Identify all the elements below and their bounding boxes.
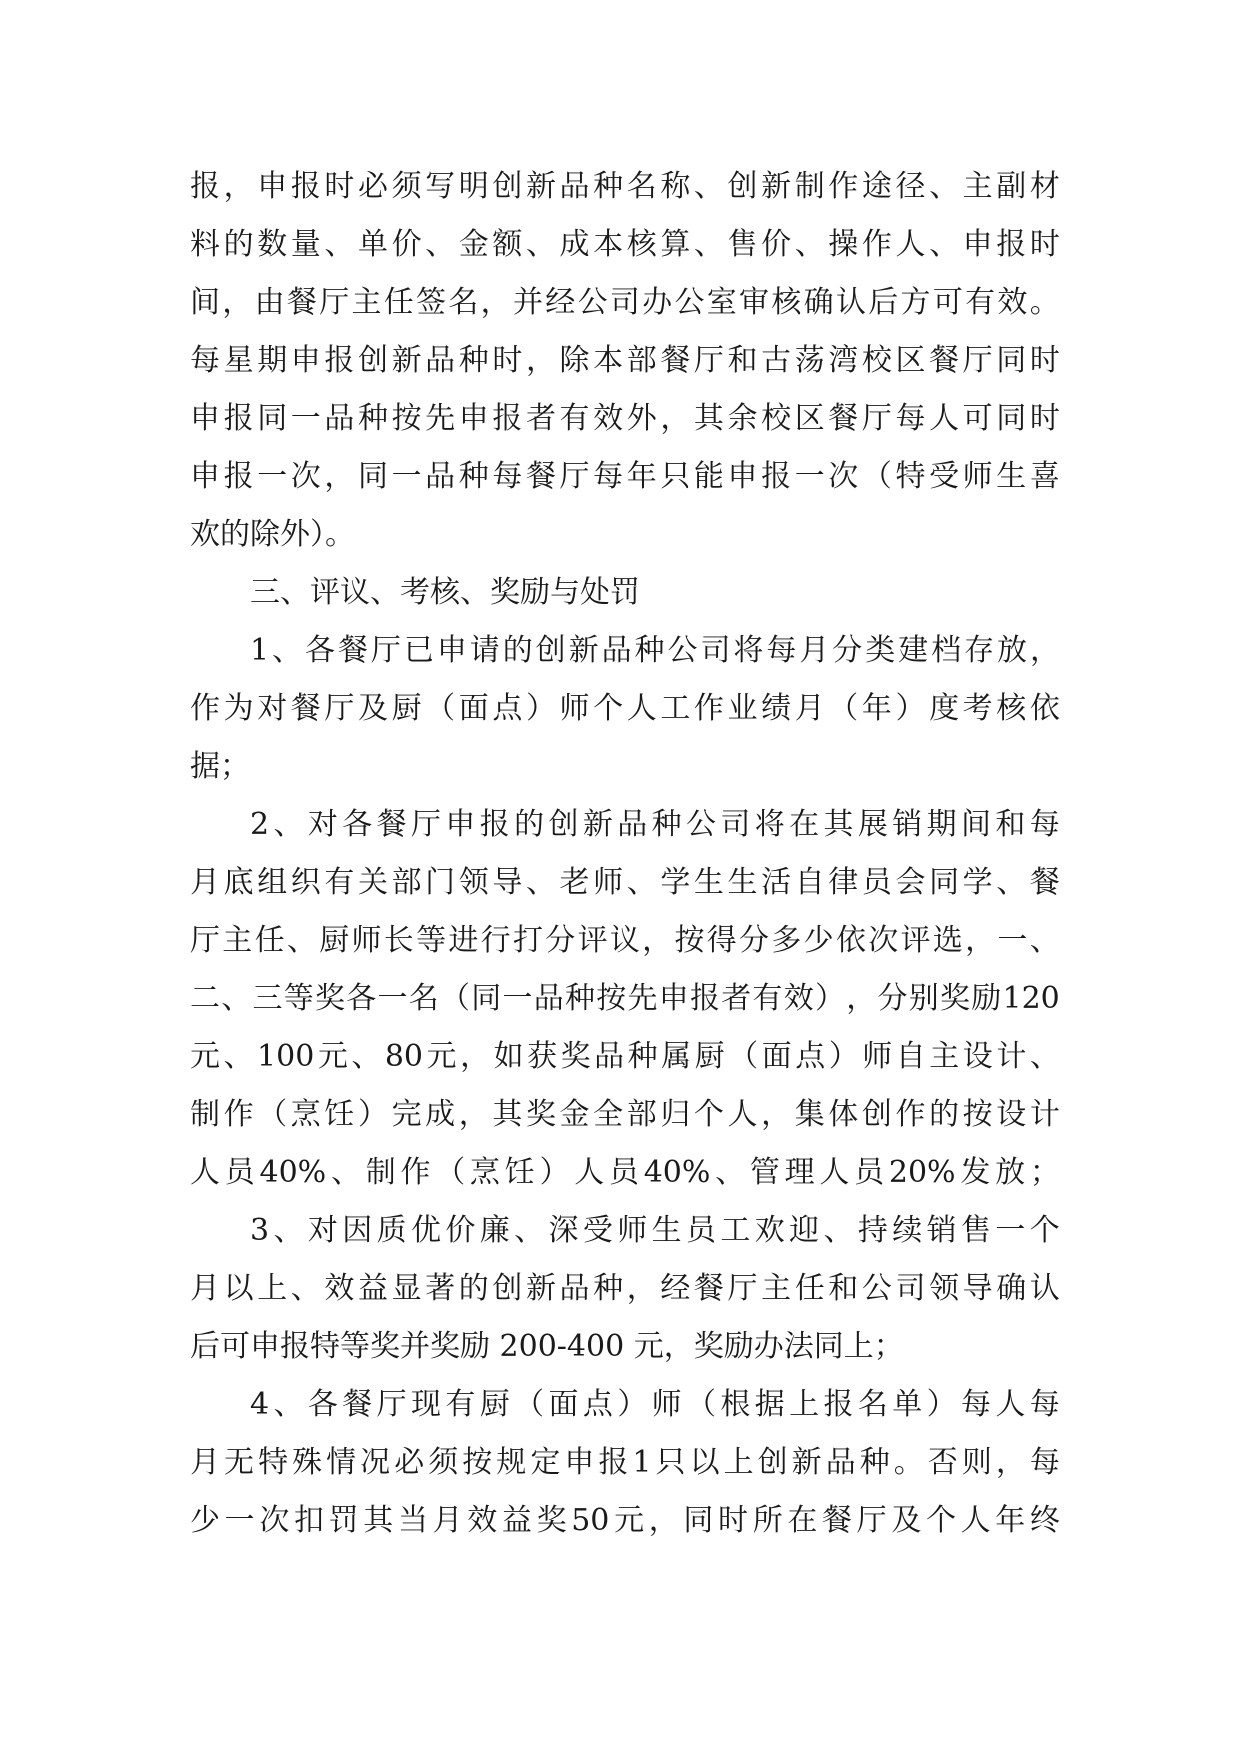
- paragraph: [190, 622, 1060, 796]
- text-line: 后可申报特等奖并奖励 200-400 元，奖励办法同上；: [190, 1329, 904, 1364]
- text-line: 欢的除外）。: [190, 517, 355, 552]
- text-line: 月 以 上 、 效 益 显 著 的 创 新 品 种 ， 经 餐 厅 主 任 和 公 司 领 导 确 认: [190, 1271, 1060, 1306]
- text-line: 4 、 各 餐 厅 现 有 厨 （ 面 点 ） 师 （ 根 据 上 报 名 单 ） 每 人 每: [250, 1387, 1060, 1422]
- paragraph: [190, 1202, 1060, 1376]
- text-line: 申 报 一 次 ， 同 一 品 种 每 餐 厅 每 年 只 能 申 报 一 次 （ 特 受 师 生 喜: [190, 459, 1060, 494]
- paragraph: [190, 158, 1060, 564]
- paragraph: [190, 1376, 1060, 1550]
- text-line: 月 底 组 织 有 关 部 门 领 导 、 老 师 、 学 生 生 活 自 律 员 会 同 学 、 餐: [190, 865, 1060, 900]
- text-line: 制 作 （ 烹 饪 ） 完 成 ， 其 奖 金 全 部 归 个 人 ， 集 体 创 作 的 按 设 计: [190, 1097, 1060, 1132]
- text-line: 每 星 期 申 报 创 新 品 种 时 ， 除 本 部 餐 厅 和 古 荡 湾 校 区 餐 厅 同 时: [190, 343, 1060, 378]
- text-line: 月 无 特 殊 情 况 必 须 按 规 定 申 报 1 只 以 上 创 新 品 种 。 否 则 ， 每: [190, 1445, 1060, 1480]
- text-line: 报 ， 申 报 时 必 须 写 明 创 新 品 种 名 称 、 创 新 制 作 途 径 、 主 副 材: [190, 169, 1060, 204]
- paragraph: [190, 796, 1060, 1202]
- text-line: 料 的 数 量 、 单 价 、 金 额 、 成 本 核 算 、 售 价 、 操 作 人 、 申 报 时: [190, 227, 1060, 262]
- text-line: 厅 主 任 、 厨 师 长 等 进 行 打 分 评 议 ， 按 得 分 多 少 依 次 评 选 ， 一 、: [190, 923, 1060, 958]
- text-line: 少 一 次 扣 罚 其 当 月 效 益 奖 50 元 ， 同 时 所 在 餐 厅 及 个 人 年 终: [190, 1503, 1060, 1538]
- text-line: 元 、 100 元 、 80 元 ， 如 获 奖 品 种 属 厨 （ 面 点 ） 师 自 主 设 计 、: [190, 1039, 1060, 1074]
- text-line: 人 员 40% 、 制 作 （ 烹 饪 ） 人 员 40% 、 管 理 人 员 20% 发 放 ；: [190, 1155, 1060, 1190]
- document-body: [190, 158, 1060, 1550]
- text-line: 三、评议、考核、奖励与处罚: [250, 575, 640, 610]
- text-line: 间 ， 由 餐 厅 主 任 签 名 ， 并 经 公 司 办 公 室 审 核 确 认 后 方 可 有 效 。: [190, 285, 1060, 320]
- text-line: 二 、 三 等 奖 各 一 名 （ 同 一 品 种 按 先 申 报 者 有 效 ） ， 分 别 奖 励 120: [190, 981, 1060, 1016]
- text-line: 申 报 同 一 品 种 按 先 申 报 者 有 效 外 ， 其 余 校 区 餐 厅 每 人 可 同 时: [190, 401, 1060, 436]
- paragraph: [190, 564, 1060, 622]
- text-line: 据；: [190, 749, 250, 784]
- text-line: 3 、 对 因 质 优 价 廉 、 深 受 师 生 员 工 欢 迎 、 持 续 销 售 一 个: [250, 1213, 1060, 1248]
- text-line: 2 、 对 各 餐 厅 申 报 的 创 新 品 种 公 司 将 在 其 展 销 期 间 和 每: [250, 807, 1060, 842]
- text-line: 作 为 对 餐 厅 及 厨 （ 面 点 ） 师 个 人 工 作 业 绩 月 （ 年 ） 度 考 核 依: [190, 691, 1060, 726]
- text-line: 1 、 各 餐 厅 已 申 请 的 创 新 品 种 公 司 将 每 月 分 类 建 档 存 放 ，: [250, 633, 1060, 668]
